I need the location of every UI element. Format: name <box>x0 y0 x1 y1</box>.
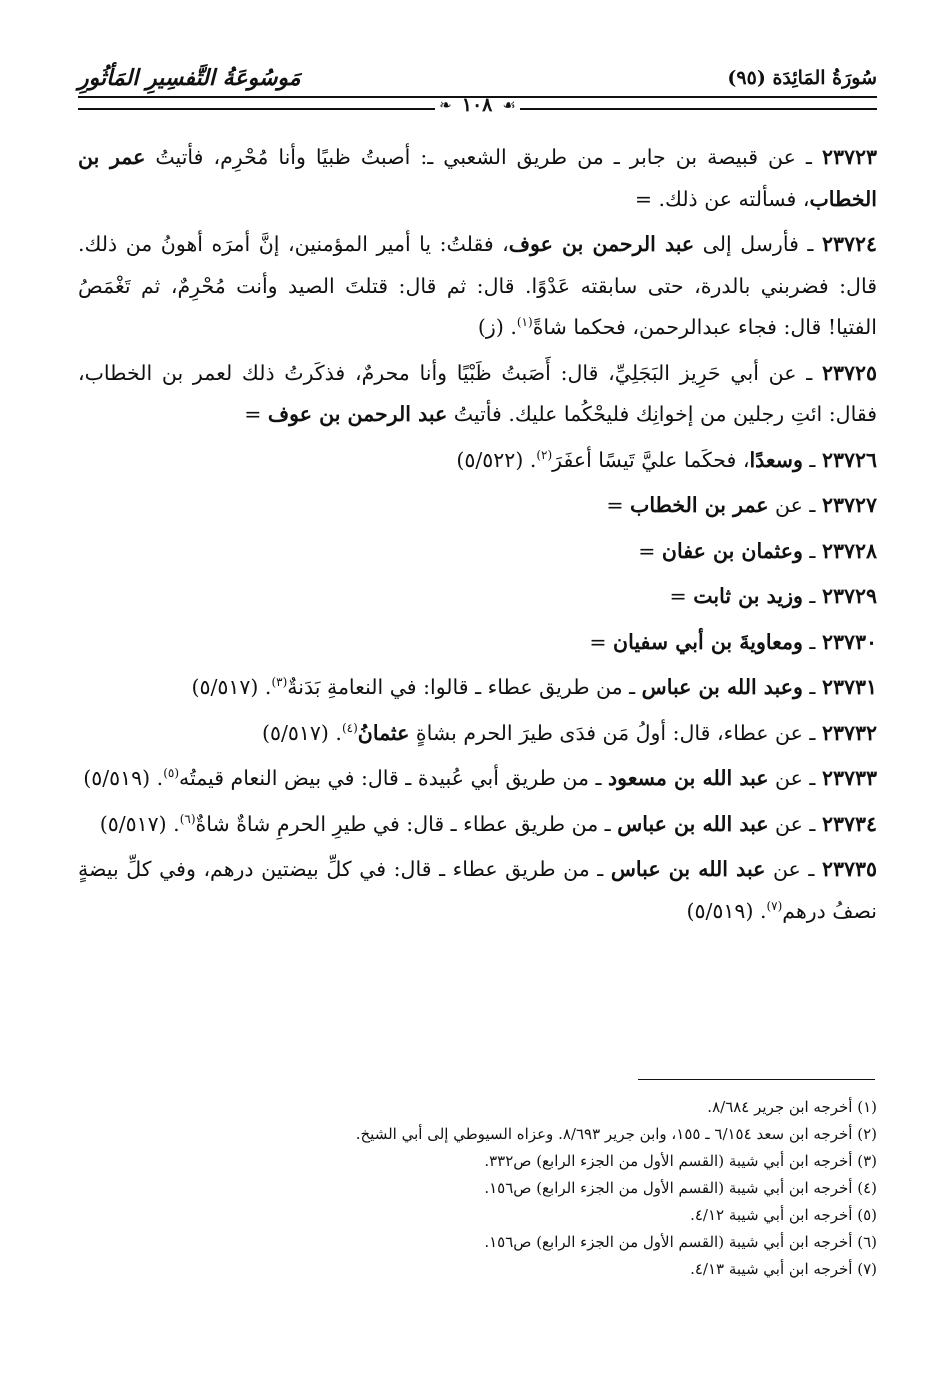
entry-number: ٢٣٧٢٩ <box>821 584 877 608</box>
entry-number: ٢٣٧٢٦ <box>821 447 877 472</box>
hadith-entry <box>78 849 877 932</box>
hadith-entry <box>78 224 877 349</box>
book-title: مَوسُوعَةُ التَّفسِيرِ المَأثُورِ <box>78 65 301 91</box>
narrator-name: عبد الله بن عباس <box>610 857 766 881</box>
entry-text: = <box>638 538 662 563</box>
narrator-name: وسعدًا <box>749 447 803 472</box>
footnote-ref: (٧) <box>766 898 783 913</box>
hadith-entry <box>78 576 877 618</box>
narrator-name: ومعاويةَ بن أبي سفيان <box>613 629 803 654</box>
hadith-entry <box>78 667 877 709</box>
hadith-entry <box>78 622 877 664</box>
hadith-entry <box>78 440 877 482</box>
entry-text: ـ <box>802 629 822 654</box>
entry-number: ٢٣٧٢٥ <box>821 360 877 385</box>
entry-text: ـ من طريق عطاء ـ قال: في كلِّ بيضتين درهم، وفي كلِّ بيضةٍ نصفُ درهم <box>78 857 877 923</box>
entry-number: ٢٣٧٢٤ <box>821 232 877 256</box>
entry-text: ـ <box>802 538 822 563</box>
page-number: ١٠٨ <box>461 94 493 116</box>
narrator-name: وعثمان بن عفان <box>661 538 803 563</box>
narrator-name: وزيد بن ثابت <box>693 584 803 608</box>
page-number-rule-right <box>520 108 877 110</box>
entry-text: = <box>606 493 631 517</box>
entry-number: ٢٣٧٢٧ <box>821 493 877 517</box>
entry-number: ٢٣٧٣٤ <box>821 811 877 836</box>
entry-number: ٢٣٧٣٠ <box>821 629 877 654</box>
footnote: (٢) أخرجه ابن سعد ٦/١٥٤ ـ ١٥٥، وابن جرير ٨/٦٩٣. وعزاه السيوطي إلى أبي الشيخ. <box>355 1125 877 1143</box>
footnote: (٣) أخرجه ابن أبي شيبة (القسم الأول من الجزء الرابع) ص٣٣٢. <box>484 1152 877 1170</box>
hadith-entry <box>78 353 877 436</box>
hadith-entry <box>78 485 877 527</box>
footnote-ref: (٤) <box>341 720 358 735</box>
entry-text: ـ عن عطاء، قال: أولُ مَن فدَى طيرَ الحرم بشاةٍ <box>409 720 822 745</box>
entry-text: ، فسألته عن ذلك. = <box>634 186 810 211</box>
entry-text: = <box>669 584 694 608</box>
entry-reference: . (٥/٥١٩) <box>686 898 767 923</box>
hadith-entry <box>78 713 877 755</box>
footnote: (٧) أخرجه ابن أبي شيبة ٤/١٣. <box>690 1260 877 1278</box>
footnote-ref: (٥) <box>163 766 180 781</box>
entry-text: ـ عن أبي حَرِيز البَجَلِيِّ، قال: أَصَبتُ ظَبْيًا وأنا محرمٌ، فذكَرتُ ذلك لعمر بن الخطاب، فقال: ائتِ رجلين من إخوانِك فليحْكُما عليك. فأتيتُ <box>78 360 877 426</box>
narrator-name: عمر بن الخطاب <box>630 493 769 517</box>
entry-reference: . (ز) <box>477 315 517 339</box>
entry-text: ـ عن <box>768 811 822 836</box>
footnote-ref: (١) <box>516 315 533 330</box>
entry-text: ـ <box>802 675 822 699</box>
entry-text: ، فحكَما عليَّ تَيسًا أعفَرَ <box>552 447 750 472</box>
entry-reference: . (٥/٥٢٢) <box>456 447 537 472</box>
hadith-entry <box>78 758 877 800</box>
footnote-ref: (٢) <box>536 447 553 462</box>
narrator-name: عثمانُ <box>357 720 410 745</box>
narrator-name: عبد الله بن عباس <box>617 811 769 836</box>
ornament-left-icon: ❧ <box>439 96 452 114</box>
footnote-ref: (٣) <box>271 675 288 690</box>
hadith-entry <box>78 804 877 846</box>
entry-text: ـ <box>802 584 822 608</box>
entry-number: ٢٣٧٣١ <box>821 675 877 699</box>
surah-label: سُورَةُ المَائِدَة (٩٥) <box>727 67 877 89</box>
ornament-right-icon: ☙ <box>502 96 516 114</box>
entry-number: ٢٣٧٢٨ <box>821 538 877 563</box>
entry-number: ٢٣٧٣٥ <box>821 857 877 881</box>
narrator-name: عبد الرحمن بن عوف <box>267 402 448 426</box>
entry-number: ٢٣٧٣٢ <box>821 720 877 745</box>
entry-text: = <box>589 629 614 654</box>
entry-text: ـ من طريق عطاء ـ قالوا: في النعامةِ بَدَنةٌ <box>287 675 642 699</box>
entry-text: = <box>244 402 268 426</box>
entry-text: ـ من طريق عطاء ـ قال: في طيرِ الحرمِ شاةٌ شاةٌ <box>195 811 618 836</box>
entry-reference: . (٥/٥١٧) <box>191 675 272 699</box>
entry-text: ـ <box>802 447 822 472</box>
footnote: (١) أخرجه ابن جرير ٨/٦٨٤. <box>707 1098 877 1116</box>
footnote: (٤) أخرجه ابن أبي شيبة (القسم الأول من الجزء الرابع) ص١٥٦. <box>484 1179 877 1197</box>
footnote: (٦) أخرجه ابن أبي شيبة (القسم الأول من الجزء الرابع) ص١٥٦. <box>484 1233 877 1251</box>
page-number-rule-left <box>78 108 435 110</box>
footnote-separator <box>638 1079 875 1080</box>
entry-reference: . (٥/٥١٧) <box>261 720 342 745</box>
entry-text: ، فقلتُ: يا أمير المؤمنين، إنَّ أمرَه أهونُ من ذلك. قال: فضربني بالدرة، حتى سابقته عَدْوًا. قال: ثم قال: قتلتَ الصيد وأنت مُحْرِمٌ، ثم تَغْمَصُ الفتيا! قال: فجاء عبدالرحمن، فحكما شاةً <box>78 232 877 339</box>
narrator-name: عبد الله بن مسعود <box>608 766 769 790</box>
hadith-entry <box>78 137 877 220</box>
footnote: (٥) أخرجه ابن أبي شيبة ٤/١٢. <box>690 1206 877 1224</box>
entry-text: ـ فأرسل إلى <box>694 232 822 256</box>
entry-number: ٢٣٧٣٣ <box>821 766 877 790</box>
entry-text: ـ عن <box>765 857 822 881</box>
main-text <box>78 137 877 936</box>
entry-text: ـ عن <box>768 493 822 517</box>
narrator-name: وعبد الله بن عباس <box>641 675 803 699</box>
entry-reference: . (٥/٥١٩) <box>83 766 164 790</box>
entry-text: ـ من طريق أبي عُبيدة ـ قال: في بيض النعام قيمتُه <box>179 766 609 790</box>
entry-text: ـ عن قبيصة بن جابر ـ من طريق الشعبي ـ: أصبتُ ظبيًا وأنا مُحْرِم، فأتيتُ <box>145 145 822 169</box>
hadith-entry <box>78 531 877 573</box>
footnotes <box>78 1094 877 1283</box>
entry-text: ـ عن <box>768 766 822 790</box>
page-number-row <box>78 92 877 118</box>
footnote-ref: (٦) <box>179 811 196 826</box>
entry-number: ٢٣٧٢٣ <box>821 145 877 169</box>
narrator-name: عبد الرحمن بن عوف <box>508 232 695 256</box>
narrator-name: عمر بن الخطاب <box>78 145 877 211</box>
entry-reference: . (٥/٥١٧) <box>99 811 180 836</box>
